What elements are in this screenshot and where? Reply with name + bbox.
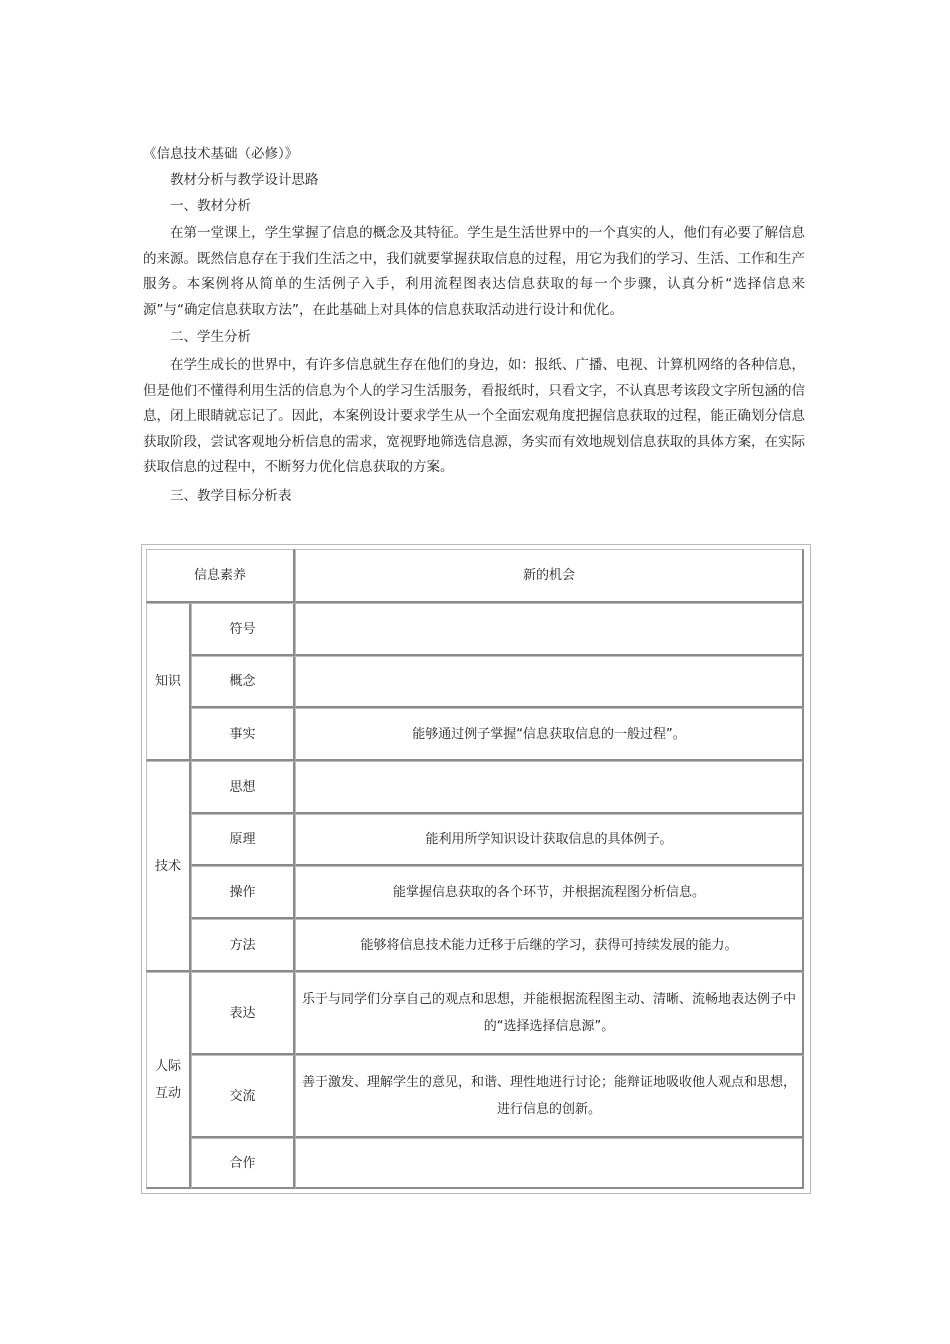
section-heading-textbook-analysis: 一、教材分析 bbox=[170, 198, 251, 214]
section-heading-objectives-table: 三、教学目标分析表 bbox=[170, 488, 292, 504]
row-item-cooperation: 合作 bbox=[191, 1138, 295, 1189]
row-desc-fact: 能够通过例子掌握“信息获取信息的一般过程”。 bbox=[295, 708, 804, 761]
row-desc-communication: 善于激发、理解学生的意见，和谐、理性地进行讨论；能辩证地吸收他人观点和思想，进行信息的创新。 bbox=[295, 1055, 804, 1138]
row-desc-principle: 能利用所学知识设计获取信息的具体例子。 bbox=[295, 814, 804, 866]
row-desc-method: 能够将信息技术能力迁移于后继的学习，获得可持续发展的能力。 bbox=[295, 919, 804, 972]
row-desc-cooperation bbox=[295, 1138, 804, 1189]
row-desc-idea bbox=[295, 761, 804, 814]
row-item-expression: 表达 bbox=[191, 972, 295, 1055]
row-item-operation: 操作 bbox=[191, 866, 295, 919]
document-title: 《信息技术基础（必修）》 bbox=[143, 146, 299, 162]
row-item-fact: 事实 bbox=[191, 708, 295, 761]
row-desc-concept bbox=[295, 656, 804, 708]
group-label-interpersonal: 人际互动 bbox=[146, 972, 191, 1189]
header-literacy: 信息素养 bbox=[146, 549, 295, 603]
row-item-symbol: 符号 bbox=[191, 603, 295, 656]
group-label-technology: 技术 bbox=[146, 761, 191, 972]
row-desc-expression: 乐于与同学们分享自己的观点和思想，并能根据流程图主动、清晰、流畅地表达例子中的“选择选择信息源”。 bbox=[295, 972, 804, 1055]
row-item-principle: 原理 bbox=[191, 814, 295, 866]
row-desc-operation: 能掌握信息获取的各个环节，并根据流程图分析信息。 bbox=[295, 866, 804, 919]
section-heading-student-analysis: 二、学生分析 bbox=[170, 329, 251, 345]
document-subtitle: 教材分析与教学设计思路 bbox=[170, 172, 319, 188]
paragraph-student-analysis: 在学生成长的世界中，有许多信息就生存在他们的身边，如：报纸、广播、电视、计算机网络的各种信息，但是他们不懂得利用生活的信息为个人的学习生活服务，看报纸时，只看文字，不认真思考该段文字所包涵的信息，闭上眼睛就忘记了。因此，本案例设计要求学生从一个全面宏观角度把握信息获取的过程，能正确划分信息获取阶段，尝试客观地分析信息的需求，宽视野地筛选信息源，务实而有效地规划信息获取的具体方案，在实际获取信息的过程中，不断努力优化信息获取的方案。 bbox=[143, 357, 805, 475]
row-item-communication: 交流 bbox=[191, 1055, 295, 1138]
row-item-method: 方法 bbox=[191, 919, 295, 972]
group-label-knowledge: 知识 bbox=[146, 603, 191, 761]
paragraph-textbook-analysis: 在第一堂课上，学生掌握了信息的概念及其特征。学生是生活世界中的一个真实的人，他们有必要了解信息的来源。既然信息存在于我们生活之中，我们就要掌握获取信息的过程，用它为我们的学习、生活、工作和生产服务。本案例将从简单的生活例子入手，利用流程图表达信息获取的每一个步骤，认真分析“选择信息来源”与“确定信息获取方法”，在此基础上对具体的信息获取活动进行设计和优化。 bbox=[143, 225, 805, 318]
row-desc-symbol bbox=[295, 603, 804, 656]
row-item-idea: 思想 bbox=[191, 761, 295, 814]
header-opportunity: 新的机会 bbox=[295, 549, 804, 603]
objectives-table bbox=[141, 544, 811, 1194]
row-item-concept: 概念 bbox=[191, 656, 295, 708]
